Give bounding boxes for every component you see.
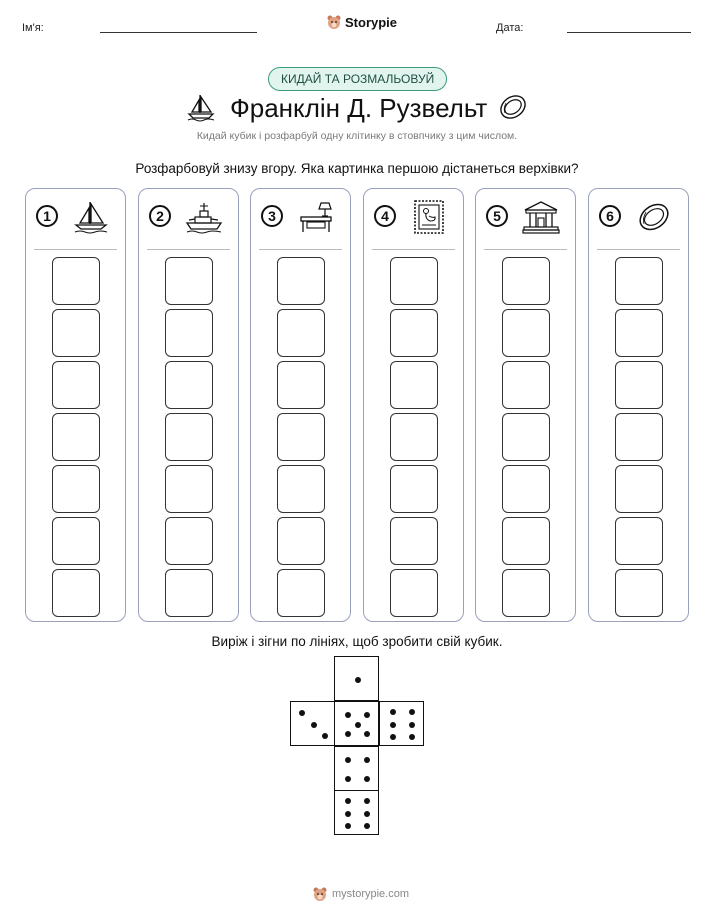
name-label: Ім'я:: [22, 22, 44, 34]
column-divider: [147, 249, 230, 250]
color-cell[interactable]: [165, 465, 213, 513]
pip: [390, 734, 396, 740]
battleship-icon: [185, 199, 223, 235]
color-cell[interactable]: [52, 361, 100, 409]
column-number: 5: [486, 205, 508, 227]
pip: [345, 776, 351, 782]
pip: [409, 734, 415, 740]
column-5: [475, 188, 576, 622]
color-cell[interactable]: [390, 257, 438, 305]
color-cell[interactable]: [277, 309, 325, 357]
color-cell[interactable]: [277, 569, 325, 617]
color-cell[interactable]: [390, 309, 438, 357]
pip: [311, 722, 317, 728]
dice-face-1: [334, 656, 379, 701]
pip: [409, 709, 415, 715]
color-cell[interactable]: [502, 257, 550, 305]
pip: [345, 823, 351, 829]
ring-icon: [635, 199, 673, 235]
color-cell[interactable]: [277, 361, 325, 409]
desk-lamp-icon: [297, 199, 335, 235]
title-ring-icon: [497, 91, 529, 123]
color-cell[interactable]: [165, 309, 213, 357]
brand-name: Storypie: [345, 14, 398, 30]
color-cell[interactable]: [390, 361, 438, 409]
column-4: [363, 188, 464, 622]
column-number: 1: [36, 205, 58, 227]
building-icon: [522, 199, 560, 235]
color-cell[interactable]: [277, 465, 325, 513]
pip: [345, 811, 351, 817]
color-cell[interactable]: [277, 413, 325, 461]
color-cell[interactable]: [390, 517, 438, 565]
column-6: [588, 188, 689, 622]
color-cell[interactable]: [502, 517, 550, 565]
brand-logo: [326, 14, 397, 30]
pip: [364, 712, 370, 718]
page-title: Франклін Д. Рузвельт: [230, 93, 488, 123]
color-cell[interactable]: [615, 569, 663, 617]
footer-bear-icon: [312, 886, 328, 902]
date-line: [567, 32, 691, 33]
title-sailboat-icon: [186, 92, 216, 122]
pip: [355, 722, 361, 728]
color-cell[interactable]: [502, 465, 550, 513]
pip: [364, 776, 370, 782]
column-3: [250, 188, 351, 622]
color-cell[interactable]: [165, 569, 213, 617]
color-cell[interactable]: [165, 257, 213, 305]
color-cell[interactable]: [52, 569, 100, 617]
column-2: [138, 188, 239, 622]
color-cell[interactable]: [502, 413, 550, 461]
color-cell[interactable]: [52, 257, 100, 305]
color-cell[interactable]: [52, 517, 100, 565]
dice-face-6: [334, 790, 379, 835]
color-cell[interactable]: [615, 361, 663, 409]
color-cell[interactable]: [615, 309, 663, 357]
color-cell[interactable]: [615, 413, 663, 461]
sailboat-icon: [72, 199, 110, 235]
activity-badge: КИДАЙ ТА РОЗМАЛЬОВУЙ: [268, 67, 447, 91]
color-cell[interactable]: [502, 361, 550, 409]
color-cell[interactable]: [165, 517, 213, 565]
subtitle: Кидай кубик і розфарбуй одну клітинку в стовпчику з цим числом.: [196, 130, 518, 142]
dice-face-4: [334, 746, 379, 791]
instruction: Розфарбовуй знизу вгору. Яка картинка першою дістанеться верхівки?: [135, 161, 579, 176]
footer-url: mystorypie.com: [332, 888, 410, 900]
column-divider: [597, 249, 680, 250]
color-cell[interactable]: [390, 569, 438, 617]
pip: [345, 712, 351, 718]
dice-face-5: [334, 701, 379, 746]
pip: [364, 823, 370, 829]
pip: [409, 722, 415, 728]
color-cell[interactable]: [277, 257, 325, 305]
color-cell[interactable]: [502, 309, 550, 357]
pip: [364, 798, 370, 804]
column-divider: [372, 249, 455, 250]
color-cell[interactable]: [277, 517, 325, 565]
column-number: 4: [374, 205, 396, 227]
name-line: [100, 32, 257, 33]
color-cell[interactable]: [615, 517, 663, 565]
color-cell[interactable]: [52, 309, 100, 357]
color-cell[interactable]: [52, 465, 100, 513]
pip: [345, 798, 351, 804]
column-divider: [34, 249, 117, 250]
column-number: 6: [599, 205, 621, 227]
cut-instruction: Виріж і зігни по лініях, щоб зробити свій кубик.: [211, 634, 503, 649]
pip: [364, 731, 370, 737]
color-cell[interactable]: [615, 257, 663, 305]
color-cell[interactable]: [165, 361, 213, 409]
footer: [312, 886, 409, 902]
pip: [355, 677, 361, 683]
pip: [345, 757, 351, 763]
date-label: Дата:: [496, 22, 524, 34]
color-cell[interactable]: [390, 413, 438, 461]
color-cell[interactable]: [52, 413, 100, 461]
pip: [364, 757, 370, 763]
pip: [390, 709, 396, 715]
column-1: [25, 188, 126, 622]
pip: [345, 731, 351, 737]
color-cell[interactable]: [615, 465, 663, 513]
pip: [364, 811, 370, 817]
color-cell[interactable]: [390, 465, 438, 513]
column-divider: [484, 249, 567, 250]
dice-face-6: [379, 701, 424, 746]
pip: [322, 733, 328, 739]
bear-logo-icon: [326, 14, 342, 30]
column-number: 2: [149, 205, 171, 227]
column-number: 3: [261, 205, 283, 227]
dice-face-3: [290, 701, 335, 746]
color-cell[interactable]: [165, 413, 213, 461]
column-divider: [259, 249, 342, 250]
stamp-icon: [410, 199, 448, 235]
pip: [299, 710, 305, 716]
pip: [390, 722, 396, 728]
color-cell[interactable]: [502, 569, 550, 617]
